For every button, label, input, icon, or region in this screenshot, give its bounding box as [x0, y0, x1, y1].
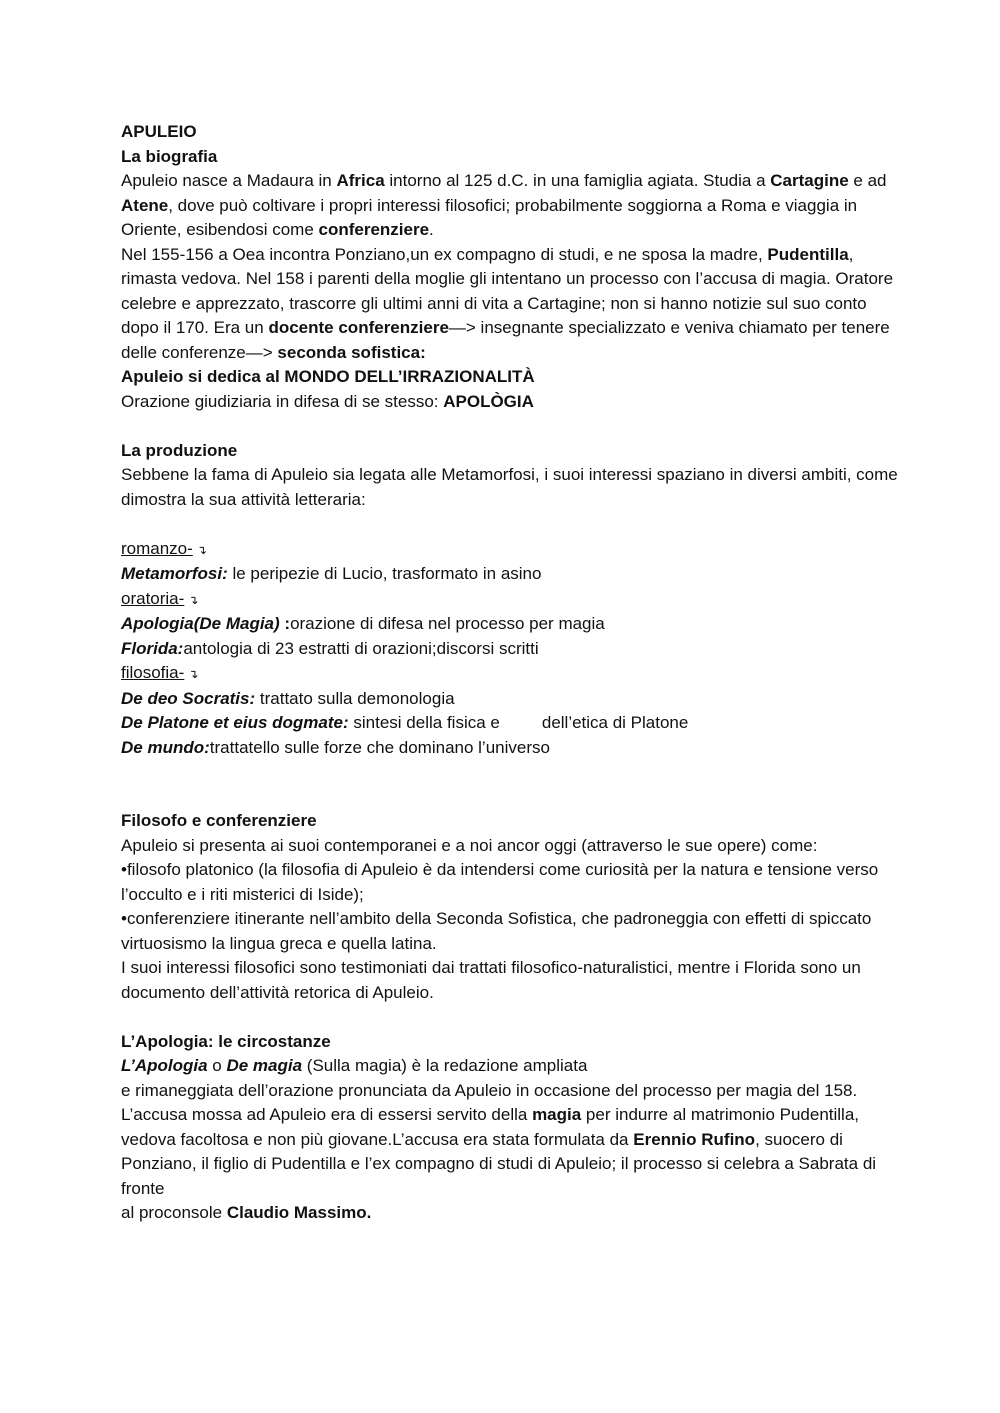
section-heading-filosofo: Filosofo e conferenziere [121, 811, 317, 830]
work-item: De Platone et eius dogmate: sintesi della fisica e dell’etica di Platone [121, 713, 689, 732]
arrow-down-right-icon: ↴ [188, 592, 199, 607]
bullet-item: •conferenziere itinerante nell’ambito della Seconda Sofistica, che padroneggia con effetti di spiccato virtuosismo la lingua greca e quella latina. [121, 909, 872, 953]
paragraph: e rimaneggiata dell’orazione pronunciata da Apuleio in occasione del processo per magia del 158. [121, 1080, 858, 1100]
paragraph: L’accusa mossa ad Apuleio era di essersi servito della magia per indurre al matrimonio Pudentilla, vedova facoltosa e non più giovane.L’accusa era stata formulata da Erennio Rufino, suocero di Ponziano, il figlio di Pudentilla e l’ex compagno di studi di Apuleio; il processo si celebra a Sabrata di fronte [121, 1105, 877, 1198]
bullet-item: •filosofo platonico (la filosofia di Apuleio è da intendersi come curiosità per la natura e tensione verso l’occulto e i riti misterici di Iside); [121, 860, 879, 904]
paragraph: Apuleio si dedica al MONDO DELL’IRRAZIONALITÀ [121, 367, 535, 386]
category-oratoria: oratoria- ↴ [121, 588, 199, 608]
paragraph: Nel 155-156 a Oea incontra Ponziano,un ex compagno di studi, e ne sposa la madre, Pudentilla, rimasta vedova. Nel 158 i parenti della moglie gli intentano un processo con l’accusa di magia. Oratore celebre e apprezzato, trascorre gli ultimi anni di vita a Cartagine; non si hanno notizie sul suo conto dopo il 170. Era un docente conferenziere—> insegnante specializzato e veniva chiamato per tenere delle conferenze—> seconda sofistica: [121, 244, 894, 362]
paragraph: Apuleio nasce a Madaura in Africa intorno al 125 d.C. in una famiglia agiata. Studia a Cartagine e ad Atene, dove può coltivare i propri interessi filosofici; probabilmente soggiorna a Roma e viaggia in Oriente, esibendosi come conferenziere. [121, 171, 887, 239]
section-heading-apologia: L’Apologia: le circostanze [121, 1031, 331, 1051]
paragraph: Apuleio si presenta ai suoi contemporanei e a noi ancor oggi (attraverso le sue opere) come: [121, 835, 818, 855]
spacer [121, 512, 901, 537]
work-item: De mundo:trattatello sulle forze che dominano l’universo [121, 737, 550, 757]
arrow-down-right-icon: ↴ [188, 667, 199, 681]
paragraph: L’Apologia o De magia (Sulla magia) è la redazione ampliata [121, 1056, 588, 1075]
category-filosofia: filosofia- ↴ [121, 663, 199, 682]
paragraph: Sebbene la fama di Apuleio sia legata alle Metamorfosi, i suoi interessi spaziano in diversi ambiti, come dimostra la sua attività letteraria: [121, 465, 898, 509]
category-romanzo: romanzo- ↴ [121, 538, 207, 558]
paragraph: al proconsole Claudio Massimo. [121, 1203, 372, 1222]
work-item: Apologia(De Magia) :orazione di difesa nel processo per magia [121, 614, 605, 633]
spacer [121, 1005, 901, 1030]
paragraph: I suoi interessi filosofici sono testimoniati dai trattati filosofico-naturalistici, mentre i Florida sono un documento dell’attività retorica di Apuleio. [121, 958, 861, 1002]
spacer [121, 760, 901, 809]
document-title: APULEIO [121, 122, 197, 141]
work-item: Metamorfosi: le peripezie di Lucio, trasformato in asino [121, 564, 542, 583]
arrow-down-right-icon: ↴ [196, 542, 207, 557]
spacer [121, 414, 901, 439]
work-item: Florida:antologia di 23 estratti di orazioni;discorsi scritti [121, 638, 539, 658]
section-heading-produzione: La produzione [121, 440, 238, 460]
work-item: De deo Socratis: trattato sulla demonologia [121, 688, 455, 708]
paragraph: Orazione giudiziaria in difesa di se stesso: APOLÒGIA [121, 391, 534, 411]
section-heading-biografia: La biografia [121, 146, 218, 166]
document-page [121, 120, 901, 1226]
